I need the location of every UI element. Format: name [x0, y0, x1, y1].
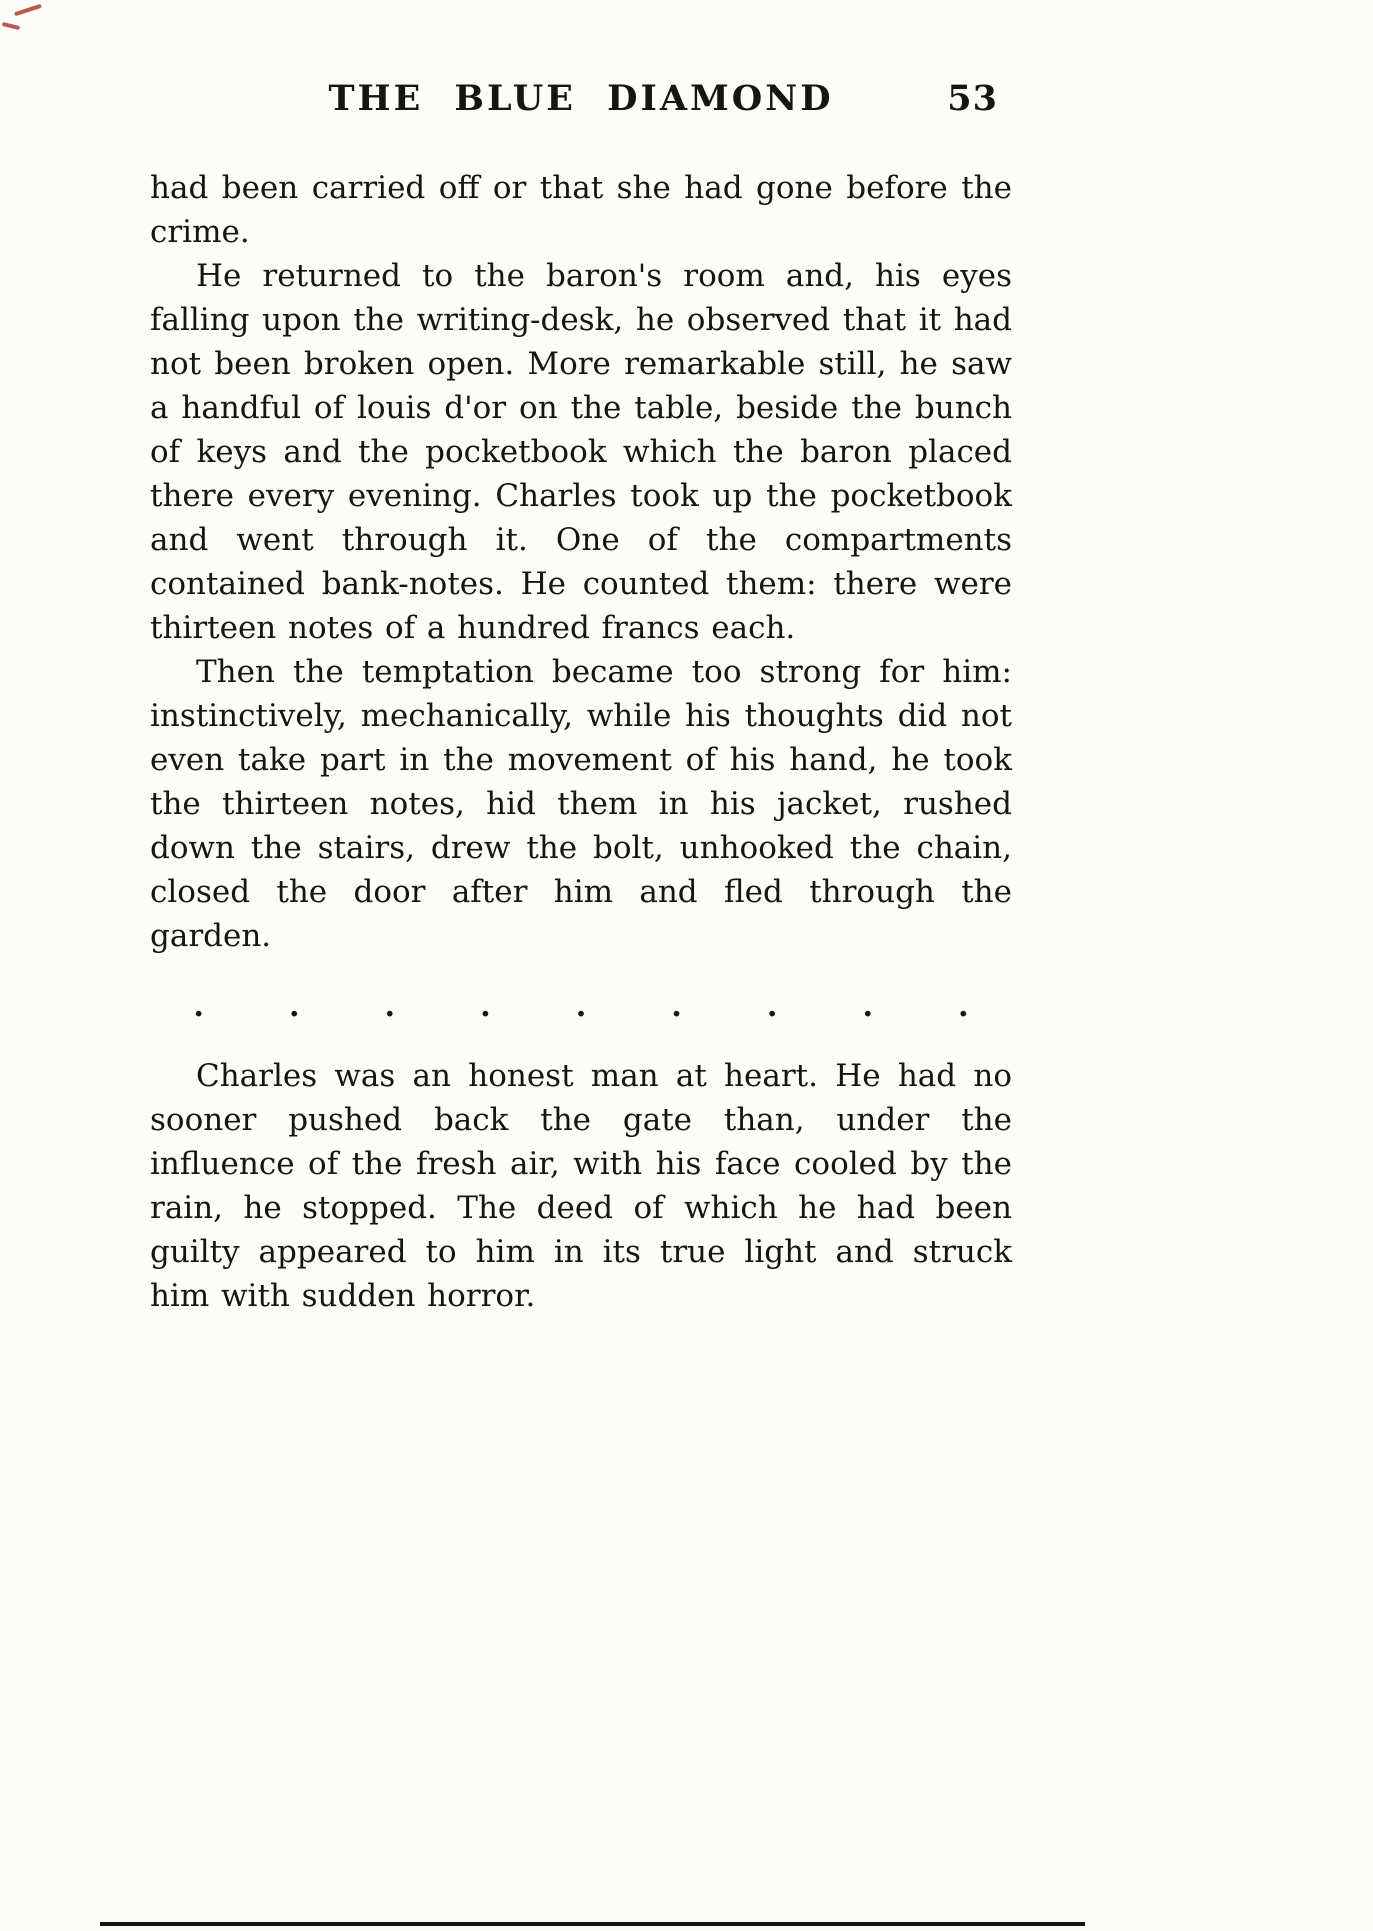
page-header: [150, 78, 1012, 120]
section-break-dots: . . . . . . . . .: [193, 988, 969, 1024]
scan-artifact-red-mark: [14, 4, 42, 16]
running-title: THE BLUE DIAMOND: [328, 78, 834, 119]
page-body: [150, 166, 1012, 1318]
page-number: 53: [947, 78, 998, 119]
paragraph-3: Then the temptation became too strong for him: instinctively, mechanically, while his thoughts did not even take part in the movement of his hand, he took the thirteen notes, hid them in his jacket, rushed down the stairs, drew the bolt, unhooked the chain, closed the door after him and fled through the garden.: [150, 654, 1012, 954]
paragraph-1: had been carried off or that she had gone before the crime.: [150, 170, 1012, 250]
scan-artifact-line: [100, 1922, 1085, 1926]
paragraph-2: He returned to the baron's room and, his eyes falling upon the writing-desk, he observed that it had not been broken open. More remarkable still, he saw a handful of louis d'or on the table, beside the bunch of keys and the pocketbook which the baron placed there every evening. Charles took up the pocketbook and went through it. One of the compartments contained bank-notes. He counted them: there were thirteen notes of a hundred francs each.: [150, 258, 1012, 646]
paragraph-4: Charles was an honest man at heart. He had no sooner pushed back the gate than, under the influence of the fresh air, with his face cooled by the rain, he stopped. The deed of which he had been guilty appeared to him in its true light and struck him with sudden horror.: [150, 1058, 1012, 1314]
scan-artifact-red-mark: [2, 22, 20, 30]
